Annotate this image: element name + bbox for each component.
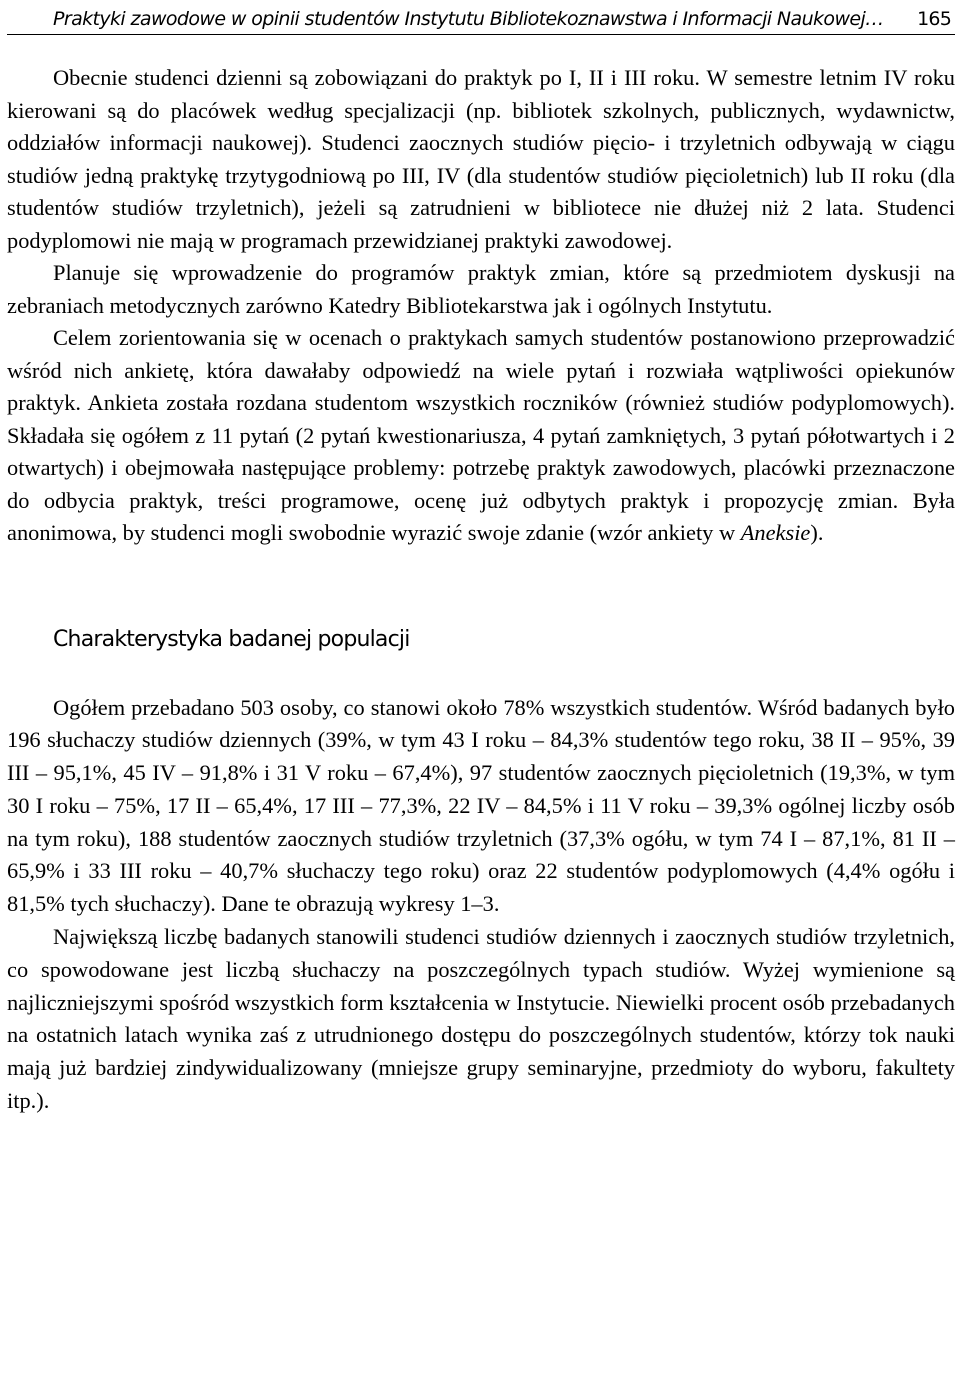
paragraph-text: Celem zorientowania się w ocenach o praktykach samych studentów postanowiono przeprowadzić wśród nich ankietę, która dawałaby odpowiedź na wiele pytań i rozwiała wątpliwości opiekunów praktyk. Ankieta została rozdana studentom wszystkich roczników (również studiów podyplomowych). Składała się ogółem z 11 pytań (2 pytań kwestionariusza, 4 pytań zamkniętych, 3 pytań półotwartych i 2 otwartych) i obejmowała następujące problemy: potrzebę praktyk zawodowych, placówki przeznaczone do odbycia praktyk, treści programowe, ocenę już odbytych praktyk i propozycję zmian. Była anonimowa, by studenci mogli swobodnie wyrazić swoje zdanie (wzór ankiety w (7, 325, 955, 545)
paragraph: Obecnie studenci dzienni są zobowiązani do praktyk po I, II i III roku. W semestre letnim IV roku kierowani są do placówek według specjalizacji (np. bibliotek szkolnych, publicznych, wydawnictw, oddziałów informacji naukowej). Studenci zaocznych studiów pięcio- i trzyletnich odbywają w ciągu studiów jedną praktykę trzytygodniową po III, IV (dla studentów studiów pięcioletnich) lub II roku (dla studentów studiów trzyletnich), jeżeli są zatrudnieni w bibliotece nie dłużej niż 2 lata. Studenci podyplomowi nie mają w programach przewidzianej praktyki zawodowej. (7, 65, 955, 253)
running-head (7, 0, 955, 35)
page (7, 0, 955, 1118)
running-head-title: Praktyki zawodowe w opinii studentów Instytutu Bibliotekoznawstwa i Informacji Naukowej… (53, 8, 884, 30)
paragraph: Planuje się wprowadzenie do programów praktyk zmian, które są przedmiotem dyskusji na zebraniach metodycznych zarówno Katedry Bibliotekarstwa jak i ogólnych Instytutu. (7, 260, 955, 318)
paragraph: Największą liczbę badanych stanowili studenci studiów dziennych i zaocznych studiów trzyletnich, co spowodowane jest liczbą słuchaczy na poszczególnych typach studiów. Wyżej wymienione są najliczniejszymi spośród wszystkich form kształcenia w Instytucie. Niewielki procent osób przebadanych na ostatnich latach wynika zaś z utrudnionego dostępu do poszczególnych studentów, którzy tok nauki mają już bardziej zindywidualizowany (mniejsze grupy seminaryjne, przedmioty do wyboru, fakultety itp.). (7, 924, 955, 1114)
body-text-population (7, 692, 955, 1118)
page-number: 165 (917, 8, 951, 30)
body-text-intro (7, 62, 955, 550)
paragraph: Ogółem przebadano 503 osoby, co stanowi około 78% wszystkich studentów. Wśród badanych było 196 słuchaczy studiów dziennych (39%, w tym 43 I roku – 84,3% studentów tego roku, 38 II – 95%, 39 III – 95,1%, 45 IV – 91,8% i 31 V roku – 67,4%), 97 studentów zaocznych pięcioletnich (19,3%, w tym 30 I roku – 75%, 17 II – 65,4%, 17 III – 77,3%, 22 IV – 84,5% i 11 V roku – 39,3% ogólnej liczby osób na tym roku), 188 studentów zaocznych studiów trzyletnich (37,3% ogółu, w tym 74 I – 87,1%, 81 II – 65,9% i 33 III roku – 40,7% słuchaczy tego roku) oraz 22 studentów podyplomowych (4,4% ogółu i 81,5% tych słuchaczy). Dane te obrazują wykresy 1–3. (7, 694, 955, 917)
paragraph-survey (7, 322, 955, 550)
italic-reference: Aneksie (740, 520, 811, 545)
paragraph-text: ). (810, 520, 824, 545)
section-heading: Charakterystyka badanej populacji (53, 626, 410, 652)
